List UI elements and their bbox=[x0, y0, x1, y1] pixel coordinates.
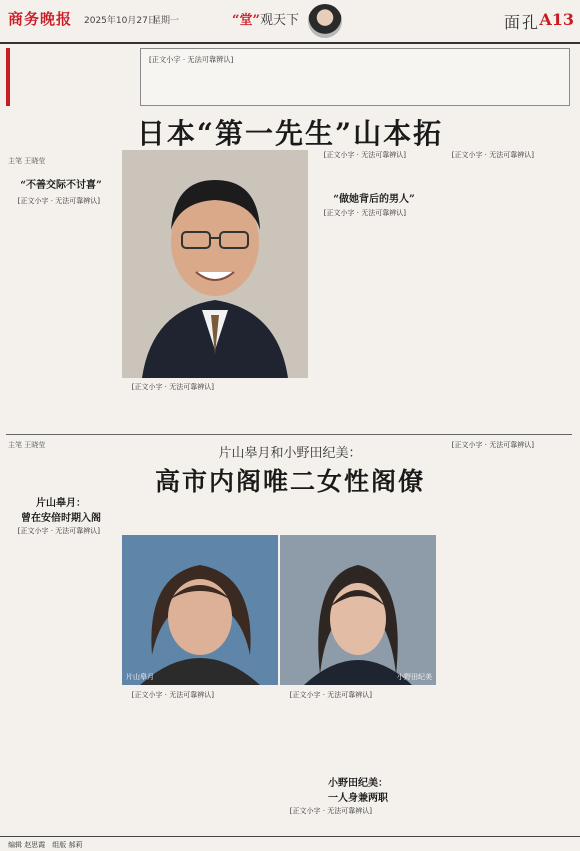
article2-subhead-2 bbox=[280, 774, 436, 804]
katayama-portrait-drawing bbox=[122, 535, 278, 685]
article2-body-column-1: [正文小字 · 无法可靠辨认] bbox=[17, 527, 100, 535]
article1-headline: 日本“第一先生”山本拓 bbox=[136, 117, 444, 150]
editor-credits: 编辑 赵思霞 组版 郝莉 bbox=[8, 841, 83, 849]
article2-subhead-2-line-1: 小野田纪美： bbox=[328, 778, 388, 789]
issue-date: 2025年10月27日 bbox=[84, 16, 157, 26]
byline-name: 王晓莹 bbox=[24, 441, 46, 449]
onoda-portrait bbox=[280, 535, 436, 685]
article2-subhead-1-line-2: 曾在安倍时期入阁 bbox=[21, 513, 101, 524]
column-brand bbox=[232, 9, 299, 28]
article1-body-column-3: [正文小字 · 无法可靠辨认] bbox=[323, 209, 406, 217]
article2-column-3-top bbox=[280, 690, 436, 770]
intro-summary: [正文小字 · 无法可靠辨认] bbox=[140, 48, 570, 106]
onoda-caption: 小野田纪美 bbox=[397, 673, 432, 681]
page-number: A13 bbox=[539, 10, 574, 29]
article2-column-1 bbox=[8, 526, 114, 832]
byline-name: 王晓莹 bbox=[24, 157, 46, 165]
section-divider bbox=[6, 434, 572, 435]
onoda-portrait-drawing bbox=[280, 535, 436, 685]
section-name: 面孔 bbox=[503, 13, 540, 32]
yamamoto-portrait bbox=[122, 150, 308, 378]
article2-headline: 高市内阁唯二女性阁僚 bbox=[154, 467, 425, 496]
article1-body-column-4: [正文小字 · 无法可靠辨认] bbox=[451, 151, 534, 159]
article2-body-column-2: [正文小字 · 无法可靠辨认] bbox=[131, 691, 214, 699]
article1-column-3 bbox=[314, 208, 436, 430]
byline-label: 主笔 bbox=[8, 157, 22, 165]
masthead bbox=[0, 0, 580, 44]
column-mark: “堂” bbox=[232, 13, 260, 28]
column-name: 观天下 bbox=[259, 13, 299, 28]
article2-body-column-4: [正文小字 · 无法可靠辨认] bbox=[451, 441, 534, 449]
article1-column-2-lower bbox=[122, 382, 308, 430]
article2-subhead-2-line-2: 一人身兼两职 bbox=[328, 793, 388, 804]
article1-byline bbox=[8, 156, 45, 166]
article2-column-4 bbox=[442, 440, 572, 832]
article2-kicker: 片山皋月和小野田纪美： bbox=[218, 446, 362, 461]
article1-column-4 bbox=[442, 150, 572, 430]
article2-subhead-1 bbox=[6, 494, 116, 524]
intro-accent-bar bbox=[6, 48, 134, 106]
article2-subhead-1-line-1: 片山皋月： bbox=[36, 498, 86, 509]
katayama-caption: 片山皋月 bbox=[126, 673, 154, 681]
yamamoto-portrait-drawing bbox=[122, 150, 308, 378]
newspaper-logo: 商务晚报 bbox=[8, 10, 73, 28]
katayama-portrait bbox=[122, 535, 278, 685]
article2-column-3 bbox=[280, 806, 436, 832]
article1-subhead-1: “不善交际不讨喜” bbox=[20, 180, 102, 191]
article2-body-column-3: [正文小字 · 无法可靠辨认] bbox=[289, 807, 372, 815]
article1-body-column-3-top: [正文小字 · 无法可靠辨认] bbox=[323, 151, 406, 159]
page-footer bbox=[0, 836, 580, 851]
article2-body-column-3-top: [正文小字 · 无法可靠辨认] bbox=[289, 691, 372, 699]
article1-body-column-1: [正文小字 · 无法可靠辨认] bbox=[17, 197, 100, 205]
article1-column-3-top bbox=[314, 150, 436, 186]
issue-weekday: 星期一 bbox=[152, 16, 180, 26]
article2-column-2 bbox=[122, 690, 272, 832]
article1-subhead-2: “做她背后的男人” bbox=[333, 194, 415, 205]
article1-column-1 bbox=[8, 196, 114, 430]
columnist-avatar bbox=[308, 4, 342, 38]
byline-label: 主笔 bbox=[8, 441, 22, 449]
article1-body-column-2: [正文小字 · 无法可靠辨认] bbox=[131, 383, 214, 391]
